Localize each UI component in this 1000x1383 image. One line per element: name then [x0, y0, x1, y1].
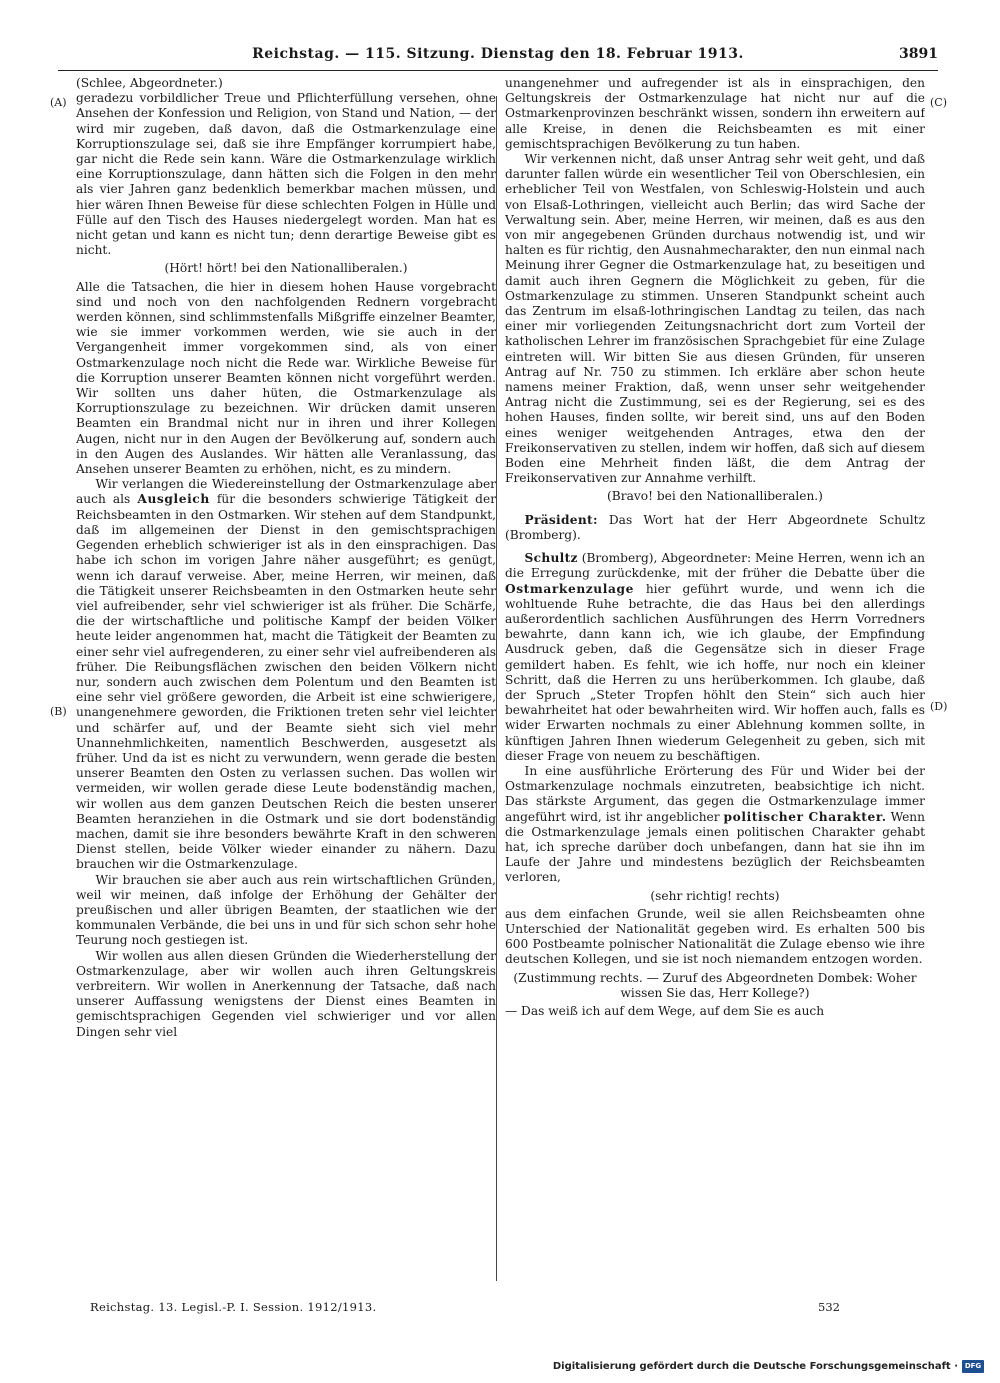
- margin-marker-c: (C): [930, 96, 947, 109]
- text-run: hier geführt wurde, und wenn ich die wohltuende Ruhe betrachte, die das Haus bei den allerdings außerordentlich sachlichen Ausführungen des Herrn Vorredners bewahrte, dann kann ich, wie ich glaube, der Empfindung Ausdruck geben, daß die Gegensätze sich in dieser Frage gemildert haben. Es fehlt, wie ich hoffe, nur noch ein kleiner Schritt, daß die Herren zu uns herüberkommen. Ich glaube, daß der Spruch „Steter Tropfen höhlt den Stein“ sich auch hier bewahrheitet hat oder bewahrheiten wird. Wir hoffen auch, falls es wider Erwarten nochmals zu einer Ablehnung kommen sollte, in künftigen Jahren Ihnen wiederum Gelegenheit zu geben, sich mit dieser Frage von neuem zu beschäftigen.: [505, 581, 925, 763]
- paragraph: Wir wollen aus allen diesen Gründen die Wiederherstellung der Ostmarkenzulage, aber wir wollen auch ihren Geltungskreis verbreitern. Wir wollen in Anerkennung der Tatsache, daß nach unserer Auffassung wenigstens der Dienst eines Beamten in gemischtsprachigen Gegenden viel schwieriger und vor allen Dingen sehr viel: [76, 948, 496, 1039]
- text-run: Wir verlangen die Wiedereinstellung der Ostmarkenzulage aber auch als: [76, 477, 496, 507]
- text-run: für die besonders schwierige Tätigkeit der Reichsbeamten in den Ostmarken. Wir stehen auf dem Standpunkt, daß im allgemeinen der Dienst in den gemischtsprachigen Gegenden erheblich schwieriger ist als in den einsprachigen. Das habe ich schon im vorigen Jahre näher ausgeführt; es genügt, wenn ich darauf verweise. Aber, meine Herren, wir meinen, daß die Tätigkeit unserer Reichsbeamten in den Ostmarken heute sehr viel aufreibender, sehr viel schwieriger ist als früher. Die Schärfe, die der wirtschaftliche und politische Kampf der beiden Völker heute leider angenommen hat, macht die Tätigkeit der Beamten zu einer sehr viel aufregenderen, zu einer sehr viel aufreibenderen als früher. Die Reibungsflächen zwischen den beiden Völkern nicht nur, sondern auch zwischen dem Polentum und den Beamten ist eine sehr viel größere geworden, die Arbeit ist eine schwierigere, unangenehmere geworden, die Friktionen treten sehr viel leichter und schärfer auf, und der Beamte sieht sich viel mehr Unannehmlichkeiten, namentlich Beschwerden, ausgesetzt als früher. Und da ist es nicht zu verwundern, wenn gerade die besten unserer Beamten den Osten zu verlassen suchen. Das wollen wir vermeiden, wir wollen gerade diese Leute bodenständig machen, wir wollen aus dem ganzen Deutschen Reich die besten unserer Beamten heranziehen in die Ostmark und sie dort bodenständig machen, damit sie ihre besonders bewährte Kraft in den schweren Dienst stellen, beide Völker wieder einander zu nähern. Dazu brauchen wir die Ostmarkenzulage.: [76, 492, 496, 872]
- paragraph: — Das weiß ich auf dem Wege, auf dem Sie es auch: [505, 1003, 825, 1018]
- president-label: Präsident:: [524, 512, 598, 527]
- speaker-statement: [505, 551, 925, 764]
- footer-imprint: Reichstag. 13. Legisl.-P. I. Session. 1912/1913.: [90, 1300, 377, 1314]
- margin-marker-d: (D): [930, 700, 948, 713]
- dfg-logo-icon: DFG: [962, 1360, 984, 1373]
- paragraph: Alle die Tatsachen, die hier in diesem hohen Hause vorgebracht sind und noch von den nachfolgenden Rednern vorgebracht werden können, sind schlimmstenfalls Mißgriffe einzelner Beamter, wie sie immer vorkommen werden, wie sie auch in der Vergangenheit immer vorgekommen sind, als von einer Ostmarkenzulage noch nicht die Rede war. Wirkliche Beweise für die Korruption unserer Beamten können nicht vorgeführt werden. Wir sollten uns daher hüten, die Ostmarkenzulage als Korruptionszulage zu bezeichnen. Wir drücken damit unseren Beamten ein Brandmal nicht nur in ihren und ihrer Kollegen Augen, nicht nur in den Augen der Bevölkerung auf, sondern auch in den Augen des Auslandes. Wir hätten alle Veranlassung, das Ansehen unserer Beamten zu erhöhen, nicht, es zu mindern.: [76, 279, 496, 477]
- text-run: In eine ausführliche Erörterung des Für und Wider bei der Ostmarkenzulage nochmals einzutreten, beabsichtige ich nicht. Das stärkste Argument, das gegen die Ostmarkenzulage immer angeführt wird, ist ihr angeblicher: [505, 763, 925, 824]
- text-run: (Bromberg), Abgeordneter: Meine Herren, wenn ich an die Erregung zurückdenke, mit der früher die Debatte über die: [505, 551, 925, 581]
- paragraph: Wir brauchen sie aber auch aus rein wirtschaftlichen Gründen, weil wir meinen, daß infolge der Erhöhung der Gehälter der preußischen und aller übrigen Beamten, der staatlichen wie der kommunalen Verbände, die bei uns in und für sich schon sehr hohe Teurung noch gestiegen ist.: [76, 872, 496, 948]
- margin-marker-b: (B): [50, 705, 67, 718]
- credit-text: Digitalisierung gefördert durch die Deutsche Forschungsgemeinschaft ·: [552, 1360, 958, 1372]
- president-statement: [505, 513, 925, 543]
- running-title: Reichstag. — 115. Sitzung. Dienstag den 18. Februar 1913.: [252, 46, 744, 62]
- column-divider: [496, 96, 497, 1281]
- emphasis-ostmarkenzulage: Ostmarkenzulage: [505, 581, 634, 596]
- left-column: [76, 76, 496, 1326]
- speaker-note: (Schlee, Abgeordneter.): [76, 76, 223, 90]
- margin-marker-a: (A): [50, 96, 67, 109]
- paragraph: geradezu vorbildlicher Treue und Pflichterfüllung versehen, ohne Ansehen der Konfession und Religion, von Stand und Nation, — der wird mir zugeben, daß davon, daß die Ostmarkenzulage eine Korruptionszulage sei, daß sie ihre Empfänger korrumpiert habe, gar nicht die Rede sein kann. Wäre die Ostmarkenzulage wirklich eine Korruptionszulage, dann hätten sich die Folgen in den mehr als vier Jahren ganz bedenklich bemerkbar machen müssen, und hier wären Ihnen Beweise für diese schlechten Folgen in Hülle und Fülle auf den Tisch des Hauses niedergelegt worden. Man hat es nicht getan und kann es nicht tun; denn derartige Beweise gibt es nicht.: [76, 91, 496, 258]
- paragraph: Wir verkennen nicht, daß unser Antrag sehr weit geht, und daß darunter fallen würde ein wesentlicher Teil von Oberschlesien, ein erheblicher Teil von Westfalen, von Schleswig-Holstein und auch von Elsaß-Lothringen, vielleicht auch Berlin; das wird Sache der Verwaltung sein. Aber, meine Herren, wir meinen, daß es aus den von mir angegebenen Gründen durchaus notwendig ist, und wir halten es für richtig, den Ausnahmecharakter, den nun einmal nach Meinung ihrer Gegner die Ostmarkenzulage hat, zu beseitigen und damit auch ihren Gegnern die Möglichkeit zu geben, für die Ostmarkenzulage zu stimmen. Unseren Standpunkt scheint auch das Zentrum im elsaß-lothringischen Landtag zu teilen, das nach einer mir vorliegenden Zeitungsnachricht dort zum Vorteil der katholischen Lehrer im französischen Sprachgebiet für eine Zulage eintreten will. Wir bitten Sie aus diesen Gründen, für unseren Antrag auf Nr. 750 zu stimmen. Ich erkläre aber schon heute namens meiner Fraktion, daß, wenn unser sehr weitgehender Antrag nicht die Zustimmung, sei es der Regierung, sei es des hohen Hauses, finden sollte, wir bereit sind, uns auf den Boden eines weniger weitgehenden Antrages, etwa den der Freikonservativen zu stellen, indem wir hoffen, daß sich auf diesem Boden eine Mehrheit finden läßt, die dem Antrag der Freikonservativen zur Annahme verhilft.: [505, 152, 925, 486]
- paragraph: aus dem einfachen Grunde, weil sie allen Reichsbeamten ohne Unterschied der Nationalität gegeben wird. Es erhalten 500 bis 600 Postbeamte polnischer Nationalität die Zulage ebenso wie ihre deutschen Kollegen, und sie ist noch niemandem entzogen worden.: [505, 906, 925, 967]
- paragraph: unangenehmer und aufregender ist als in einsprachigen, den Geltungskreis der Ostmarkenzulage hat nicht nur auf die Ostmarkenprovinzen beschränkt wissen, sondern ihn erweitern auf alle Kreise, in denen die Reichsbeamten es mit einer gemischtsprachigen Bevölkerung zu tun haben.: [505, 76, 925, 151]
- page-header: [58, 46, 938, 71]
- right-column: [505, 76, 925, 1326]
- text-run: Wenn die Ostmarkenzulage jemals einen politischen Charakter gehabt hat, ich spreche darüber doch unbefangen, dann hat sie ihn im Laufe der Jahre und mindestens bezüglich der Reichsbeamten verloren,: [505, 809, 925, 885]
- footer-sheet-number: 532: [818, 1300, 840, 1314]
- interjection: (Bravo! bei den Nationalliberalen.): [607, 489, 823, 504]
- interjection: (Hört! hört! bei den Nationalliberalen.): [164, 261, 408, 276]
- paragraph: [76, 477, 496, 872]
- text-run: Das Wort hat der Herr Abgeordnete Schultz (Bromberg).: [505, 512, 925, 542]
- interjection: (sehr richtig! rechts): [650, 888, 780, 903]
- interjection: (Zustimmung rechts. — Zuruf des Abgeordneten Dombek: Woher wissen Sie das, Herr Kollege?): [513, 970, 917, 1000]
- digitization-credit: [553, 1357, 984, 1375]
- emphasis-politischer-charakter: politischer Charakter.: [723, 809, 887, 824]
- emphasis-ausgleich: Ausgleich: [137, 492, 210, 507]
- page-number: 3891: [899, 46, 938, 62]
- speaker-label: Schultz: [524, 551, 578, 566]
- paragraph: [505, 764, 925, 886]
